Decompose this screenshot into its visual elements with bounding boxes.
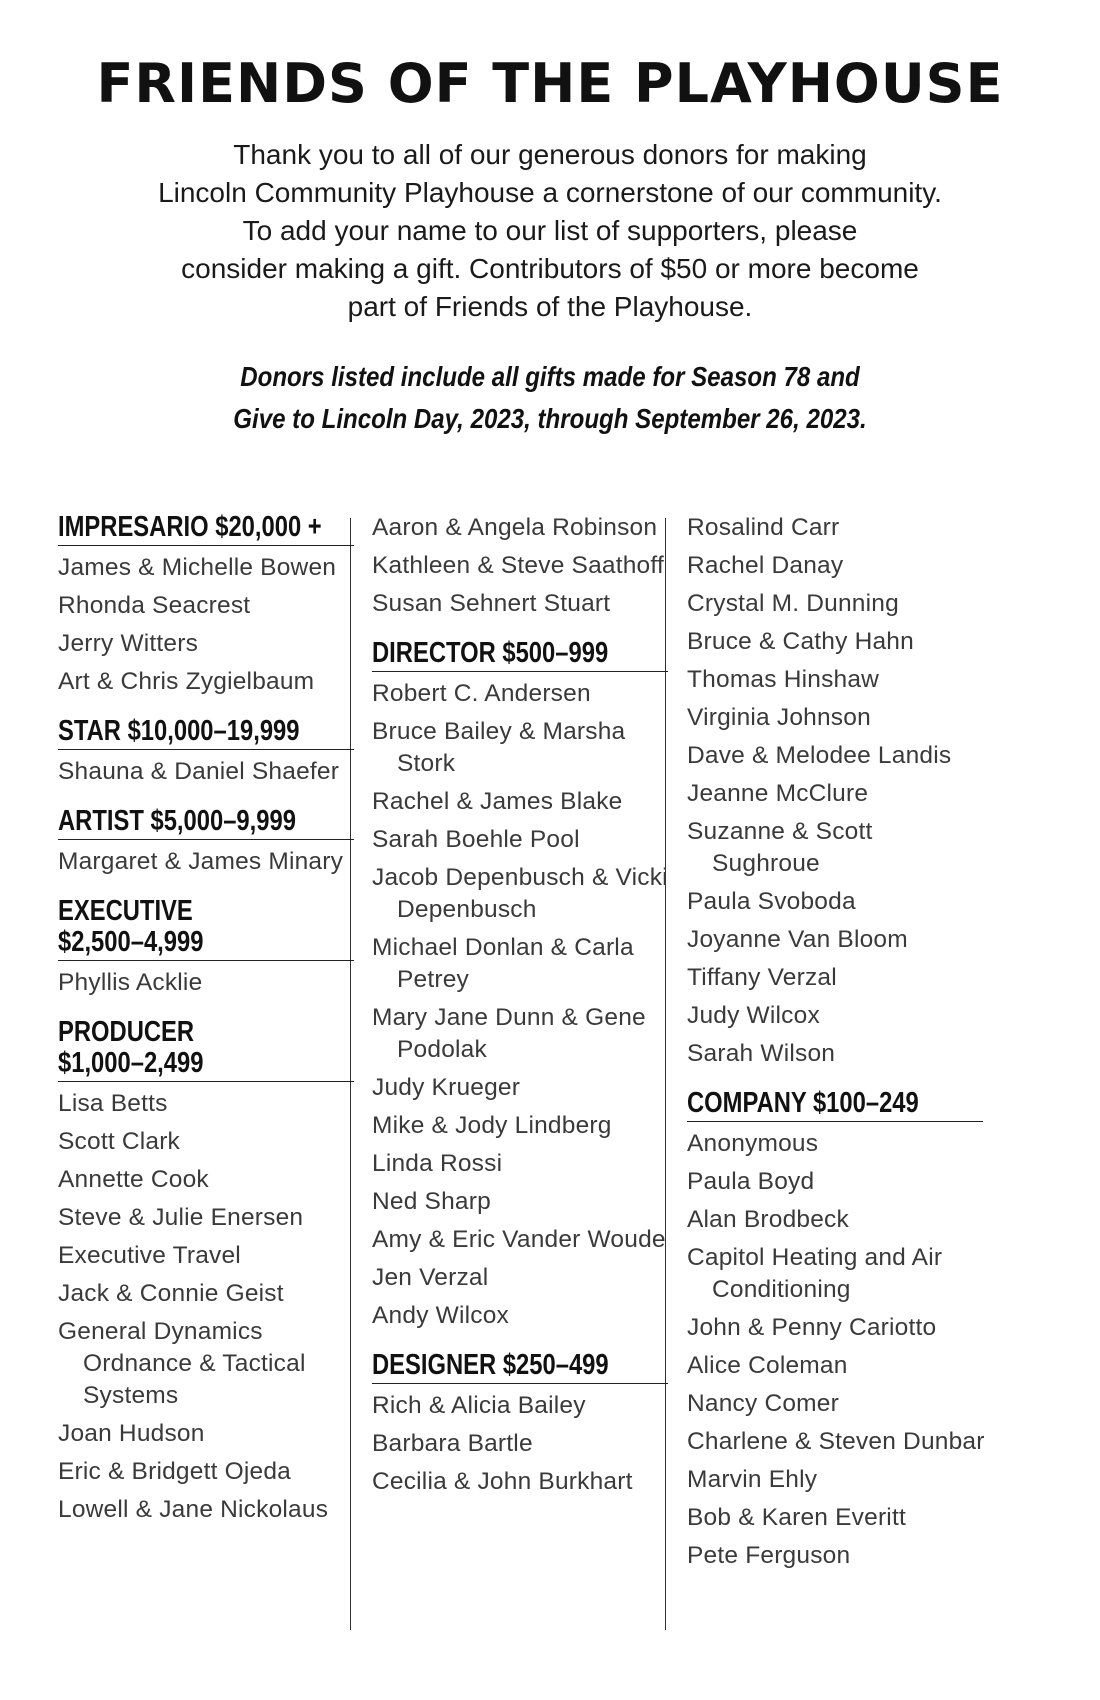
- donor-name: Jerry Witters: [58, 630, 199, 657]
- donor-name: Andy Wilcox: [372, 1302, 509, 1329]
- tier-heading: [58, 806, 354, 840]
- donor-name: Sarah Wilson: [687, 1040, 836, 1067]
- tier-heading-label: PRODUCER $1,000–2,499: [58, 1016, 204, 1079]
- donor-name: Bruce & Cathy Hahn: [687, 628, 914, 655]
- donor-name: Cecilia & John Burkhart: [372, 1468, 633, 1495]
- donor-list: [58, 552, 358, 698]
- intro-line: Lincoln Community Playhouse a cornerstone of our community.: [158, 177, 942, 208]
- page-title: FRIENDS OF THE PLAYHOUSE: [96, 52, 1004, 115]
- tier-heading-label: DESIGNER $250–499: [372, 1349, 609, 1381]
- donor-period-note: [163, 356, 937, 440]
- tier-heading: [58, 1017, 354, 1082]
- donor-column-1: [58, 512, 358, 1532]
- donor-list: [372, 512, 672, 620]
- donor-name: Rachel & James Blake: [372, 788, 623, 815]
- donor-name: Paula Svoboda: [687, 888, 856, 915]
- donor-name: John & Penny Cariotto: [687, 1314, 937, 1341]
- donor-name: Virginia Johnson: [687, 704, 871, 731]
- tier-heading-label: DIRECTOR $500–999: [372, 637, 609, 669]
- donor-name: Susan Sehnert Stuart: [372, 590, 611, 617]
- donor-name: Crystal M. Dunning: [687, 590, 899, 617]
- donor-list: [687, 1128, 987, 1572]
- donor-name: Thomas Hinshaw: [687, 666, 880, 693]
- donor-name: Ned Sharp: [372, 1188, 491, 1215]
- donor-name: Sarah Boehle Pool: [372, 826, 580, 853]
- tier-heading: [687, 1088, 983, 1122]
- donor-name: Judy Krueger: [372, 1074, 521, 1101]
- donor-name: Alan Brodbeck: [687, 1206, 849, 1233]
- tier-heading: [372, 1350, 668, 1384]
- tier-heading: [58, 512, 354, 546]
- donor-name: Lowell & Jane Nickolaus: [58, 1496, 329, 1523]
- donor-name: Rhonda Seacrest: [58, 592, 251, 619]
- donor-name: Anonymous: [687, 1130, 819, 1157]
- donor-name: Eric & Bridgett Ojeda: [58, 1458, 291, 1485]
- donor-name: Margaret & James Minary: [58, 848, 344, 875]
- donor-name: Jen Verzal: [372, 1264, 489, 1291]
- tier-heading: [372, 638, 668, 672]
- donor-name: Lisa Betts: [58, 1090, 168, 1117]
- donor-name: Paula Boyd: [687, 1168, 815, 1195]
- donor-name: Jack & Connie Geist: [58, 1280, 284, 1307]
- donor-name: Aaron & Angela Robinson: [372, 514, 658, 541]
- donor-name: Amy & Eric Vander Woude: [372, 1226, 666, 1253]
- donor-name: Bruce Bailey & Marsha Stork: [372, 718, 626, 777]
- donor-name: Alice Coleman: [687, 1352, 848, 1379]
- donor-name: Shauna & Daniel Shaefer: [58, 758, 340, 785]
- donor-list: [58, 846, 358, 878]
- tier-heading-label: STAR $10,000–19,999: [58, 715, 300, 747]
- donor-name: Jeanne McClure: [687, 780, 869, 807]
- tier-heading-label: ARTIST $5,000–9,999: [58, 805, 296, 837]
- donor-list: [58, 967, 358, 999]
- donor-name: Rosalind Carr: [687, 514, 840, 541]
- donor-name: Marvin Ehly: [687, 1466, 818, 1493]
- tier-heading-label: EXECUTIVE $2,500–4,999: [58, 895, 204, 958]
- donor-list: [687, 512, 987, 1070]
- donor-name: Rich & Alicia Bailey: [372, 1392, 586, 1419]
- donor-name: Linda Rossi: [372, 1150, 503, 1177]
- donor-name: Tiffany Verzal: [687, 964, 837, 991]
- donor-column-2: [372, 512, 672, 1504]
- donor-name: Mike & Jody Lindberg: [372, 1112, 612, 1139]
- intro-line: consider making a gift. Contributors of $50 or more become: [181, 253, 919, 284]
- donor-name: Art & Chris Zygielbaum: [58, 668, 315, 695]
- donor-name: Joyanne Van Bloom: [687, 926, 908, 953]
- intro-line: part of Friends of the Playhouse.: [347, 291, 753, 322]
- donor-list: [372, 678, 672, 1332]
- donor-name: Capitol Heating and Air Conditioning: [687, 1244, 943, 1303]
- donor-list: [58, 756, 358, 788]
- donor-name: Rachel Danay: [687, 552, 844, 579]
- donor-name: Kathleen & Steve Saathoff: [372, 552, 664, 579]
- intro-line: Thank you to all of our generous donors for making: [233, 139, 867, 170]
- donor-name: Suzanne & Scott Sughroue: [687, 818, 873, 877]
- donor-name: Dave & Melodee Landis: [687, 742, 952, 769]
- donor-name: Executive Travel: [58, 1242, 241, 1269]
- donor-list: [58, 1088, 358, 1526]
- note-line: Give to Lincoln Day, 2023, through September 26, 2023.: [233, 403, 867, 434]
- note-line: Donors listed include all gifts made for Season 78 and: [240, 361, 860, 392]
- tier-heading: [58, 716, 354, 750]
- donor-name: General Dynamics Ordnance & Tactical Systems: [58, 1318, 306, 1409]
- tier-heading-label: COMPANY $100–249: [687, 1087, 919, 1119]
- donor-column-3: [687, 512, 987, 1578]
- donor-name: Bob & Karen Everitt: [687, 1504, 906, 1531]
- donor-list: [372, 1390, 672, 1498]
- donor-name: Mary Jane Dunn & Gene Podolak: [372, 1004, 646, 1063]
- intro-line: To add your name to our list of supporters, please: [242, 215, 858, 246]
- tier-heading-label: IMPRESARIO $20,000 +: [58, 511, 322, 543]
- donor-name: Nancy Comer: [687, 1390, 839, 1417]
- donor-name: Pete Ferguson: [687, 1542, 851, 1569]
- donor-name: Charlene & Steven Dunbar: [687, 1428, 985, 1455]
- donor-name: Steve & Julie Enersen: [58, 1204, 304, 1231]
- donor-name: Annette Cook: [58, 1166, 209, 1193]
- donor-name: Jacob Depenbusch & Vicki Depenbusch: [372, 864, 668, 923]
- donor-name: Michael Donlan & Carla Petrey: [372, 934, 634, 993]
- donor-name: James & Michelle Bowen: [58, 554, 337, 581]
- intro-paragraph: [100, 136, 1000, 326]
- donor-name: Joan Hudson: [58, 1420, 205, 1447]
- tier-heading: [58, 896, 354, 961]
- donor-name: Phyllis Acklie: [58, 969, 203, 996]
- donor-name: Barbara Bartle: [372, 1430, 533, 1457]
- donor-name: Scott Clark: [58, 1128, 181, 1155]
- donor-name: Judy Wilcox: [687, 1002, 820, 1029]
- donor-name: Robert C. Andersen: [372, 680, 591, 707]
